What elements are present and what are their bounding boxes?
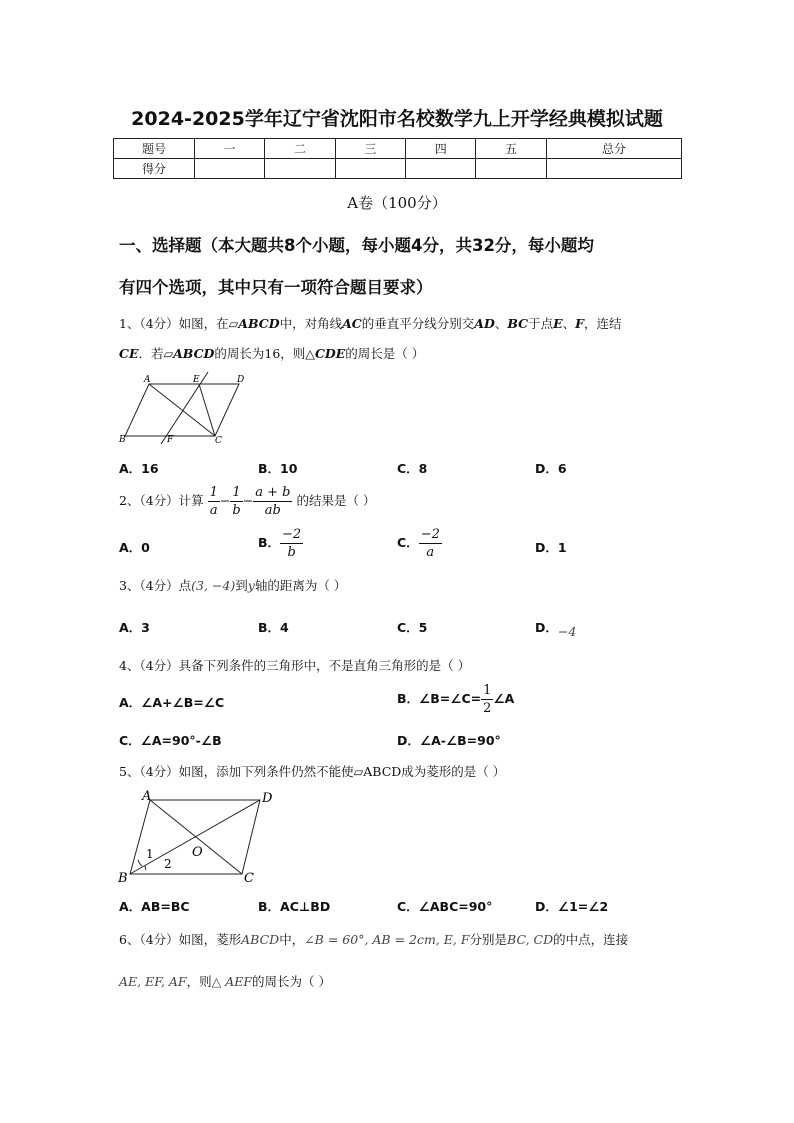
figure5-label-a: A — [142, 789, 152, 804]
score-header-cell: 五 — [476, 139, 546, 159]
question-5-figure — [112, 786, 282, 886]
figure5-label-o: O — [192, 845, 203, 860]
part-heading-line2: 有四个选项，其中只有一项符合题目要求） — [119, 278, 433, 297]
question-5: 5、（4分）如图，添加下列条件仍然不能使▱ABCD成为菱形的是（ ） — [119, 764, 506, 779]
q4-option-c[interactable]: C．∠A=90°-∠B — [119, 733, 222, 748]
q4-option-d[interactable]: D．∠A-∠B=90° — [397, 733, 501, 748]
q2-option-a[interactable]: A．0 — [119, 540, 150, 555]
score-entry-cell[interactable] — [195, 159, 265, 179]
q1-option-b[interactable]: B．10 — [258, 461, 298, 476]
q4-option-a[interactable]: A．∠A+∠B=∠C — [119, 695, 225, 710]
q2-fraction-1: $\frac{1}{a}$ — [209, 485, 218, 518]
q5-option-b[interactable]: B．AC⊥BD — [258, 899, 331, 914]
figure1-label-f: F — [167, 435, 174, 445]
q1-option-d[interactable]: D．6 — [535, 461, 567, 476]
question-1-figure — [115, 370, 255, 448]
figure5-label-c: C — [244, 871, 254, 886]
part-heading-line1: 一、选择题（本大题共8个小题，每小题4分，共32分，每小题均 — [119, 236, 594, 255]
score-header-cell: 题号 — [114, 139, 195, 159]
question-4: 4、（4分）具备下列条件的三角形中，不是直角三角形的是（ ） — [119, 658, 471, 673]
q4-option-b-fraction: $\frac{1}{2}$ — [483, 683, 492, 716]
q1-option-c[interactable]: C．8 — [397, 461, 428, 476]
score-entry-cell[interactable] — [546, 159, 681, 179]
score-header-cell: 总分 — [546, 139, 681, 159]
score-table — [113, 138, 682, 179]
figure1-label-e: E — [193, 375, 200, 385]
q3-option-b[interactable]: B．4 — [258, 620, 289, 635]
score-row-label: 得分 — [114, 159, 195, 179]
question-1-line2: CE．若▱ABCD的周长为16，则△CDE的周长是（ ） — [119, 346, 425, 361]
figure1-label-c: C — [215, 436, 222, 446]
score-entry-cell[interactable] — [265, 159, 335, 179]
q5-option-a[interactable]: A．AB=BC — [119, 899, 190, 914]
q5-option-c[interactable]: C．∠ABC=90° — [397, 899, 493, 914]
q2-option-c-fraction: $\frac{-2}{a}$ — [420, 527, 440, 560]
score-header-cell: 四 — [406, 139, 476, 159]
q2-option-d[interactable]: D．1 — [535, 540, 567, 555]
figure5-label-2: 2 — [164, 857, 172, 871]
figure1-label-a: A — [144, 375, 151, 385]
score-header-cell: 一 — [195, 139, 265, 159]
q2-option-b-fraction: $\frac{-2}{b}$ — [282, 527, 302, 560]
figure5-label-b: B — [118, 871, 128, 886]
exam-title: 2024-2025学年辽宁省沈阳市名校数学九上开学经典模拟试题 — [131, 108, 663, 130]
figure5-label-1: 1 — [146, 847, 154, 861]
question-1-line1: 1、（4分）如图，在▱ABCD中，对角线AC的垂直平分线分别交AD、BC于点E、F，连结 — [119, 316, 622, 331]
figure1-label-d: D — [237, 375, 245, 385]
question-6-line1: 6、（4分）如图，菱形ABCD中，∠B = 60°, AB = 2cm, E, F分别是BC, CD的中点，连接 — [119, 932, 629, 947]
score-header-cell: 二 — [265, 139, 335, 159]
q2-option-c[interactable]: C． $\frac{-2}{a}$ — [397, 527, 440, 560]
q2-fraction-3: $\frac{a + b}{ab}$ — [255, 485, 291, 518]
score-entry-cell[interactable] — [476, 159, 546, 179]
question-2: 2、（4分）计算 $\frac{1}{a}$ − $\frac{1}{b}$ − $\frac{a + b}{ab}$ 的结果是（ ） — [119, 485, 376, 518]
q3-option-d[interactable]: D．−4 — [535, 620, 577, 639]
q2-option-b[interactable]: B． $\frac{-2}{b}$ — [258, 527, 302, 560]
q2-fraction-2: $\frac{1}{b}$ — [232, 485, 241, 518]
score-entry-cell[interactable] — [335, 159, 405, 179]
q3-option-a[interactable]: A．3 — [119, 620, 150, 635]
score-entry-cell[interactable] — [406, 159, 476, 179]
score-header-cell: 三 — [335, 139, 405, 159]
score-table-score-row — [114, 159, 682, 179]
q3-option-c[interactable]: C．5 — [397, 620, 428, 635]
question-3: 3、（4分）点(3, −4)到y轴的距离为（ ） — [119, 578, 347, 593]
q4-option-b[interactable]: B．∠B=∠C= $\frac{1}{2}$ ∠A — [397, 683, 515, 716]
figure5-label-d: D — [262, 791, 273, 806]
score-table-header-row — [114, 139, 682, 159]
q1-option-a[interactable]: A．16 — [119, 461, 159, 476]
q5-option-d[interactable]: D．∠1=∠2 — [535, 899, 609, 914]
section-heading: A卷（100分） — [347, 194, 447, 212]
figure1-label-b: B — [119, 435, 126, 445]
question-6-line2: AE, EF, AF，则△ AEF的周长为（ ） — [119, 974, 332, 989]
